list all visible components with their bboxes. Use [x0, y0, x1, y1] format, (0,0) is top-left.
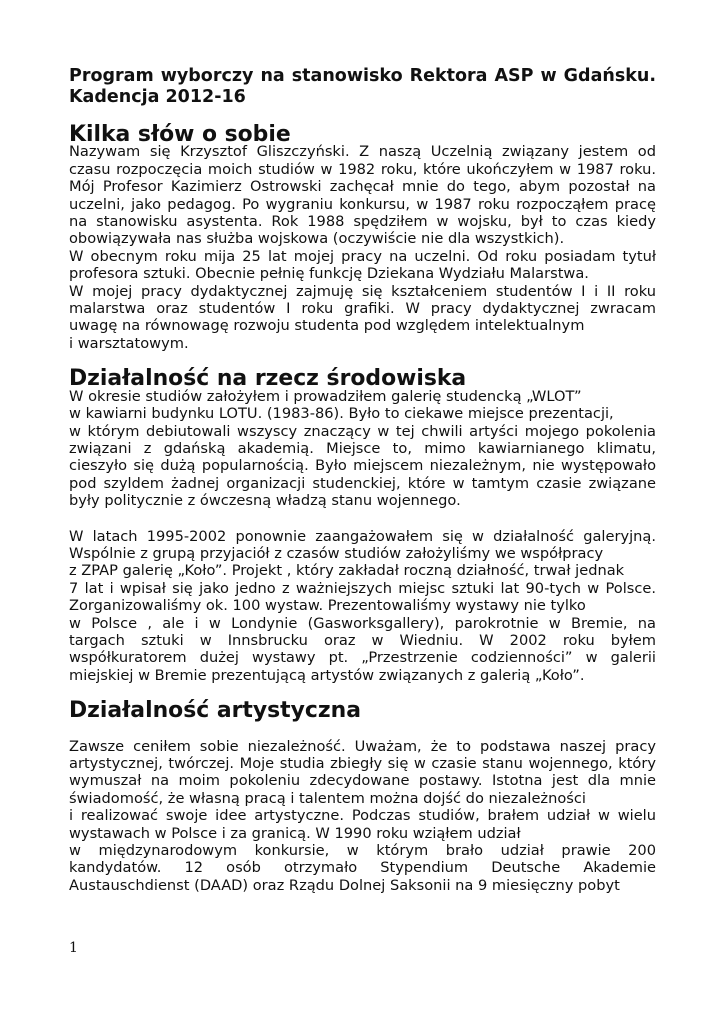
text-line: malarstwa oraz studentów I roku grafiki. W pracy dydaktycznej zwracam	[69, 300, 656, 318]
text-line: wymuszał na moim pokoleniu zdecydowane postawy. Istotna jest dla mnie	[69, 772, 656, 790]
text-line: W okresie studiów założyłem i prowadziłem galerię studencką „WLOT”	[69, 387, 582, 405]
paragraph	[69, 528, 656, 685]
page-number: 1	[69, 940, 78, 956]
text-line: z ZPAP galerię „Koło”. Projekt , który zakładał roczną działność, trwał jednak	[69, 562, 625, 580]
text-line: Nazywam się Krzysztof Gliszczyński. Z naszą Uczelnią związany jestem od	[69, 143, 656, 161]
text-line: i warsztatowym.	[69, 334, 189, 352]
text-line: uczelni, jako pedagog. Po wygraniu konkursu, w 1987 roku rozpocząłem pracę	[69, 195, 656, 213]
paragraph	[69, 388, 656, 510]
text-line: W obecnym roku mija 25 lat mojej pracy na uczelni. Od roku posiadam tytuł	[69, 247, 656, 265]
text-line: Mój Profesor Kazimierz Ostrowski zachęcał mnie do tego, abym pozostał na	[69, 178, 656, 196]
text-line: kandydatów. 12 osób otrzymało Stypendium Deutsche Akademie	[69, 859, 656, 877]
text-line: artystycznej, twórczej. Moje studia zbiegły się w czasie stanu wojennego, który	[69, 755, 656, 772]
text-line: Zawsze ceniłem sobie niezależność. Uważam, że to podstawa naszej pracy	[69, 737, 656, 755]
title-line: Program wyborczy na stanowisko Rektora ASP w Gdańsku.	[69, 66, 656, 86]
document-title	[69, 66, 656, 108]
text-line: związani z gdańską akademią. Miejsce to, mimo kawiarnianego klimatu,	[69, 439, 656, 457]
text-line: były politycznie z ówczesną władzą stanu wojennego.	[69, 492, 461, 510]
text-line: Wspólnie z grupą przyjaciół z czasów studiów założyliśmy we współpracy	[69, 544, 604, 562]
text-line: w którym debiutowali wszyscy znaczący w tej chwili artyści mojego pokolenia	[69, 422, 656, 440]
text-line: miejskiej w Bremie prezentującą artystów związanych z galerią „Koło”.	[69, 666, 585, 684]
text-line: profesora sztuki. Obecnie pełnię funkcję Dziekana Wydziału Malarstwa.	[69, 265, 589, 283]
section-heading: Kilka słów o sobie	[69, 122, 291, 147]
text-line: Zorganizowaliśmy ok. 100 wystaw. Prezentowaliśmy wystawy nie tylko	[69, 597, 586, 615]
document-page	[69, 66, 656, 894]
text-line: W latach 1995-2002 ponownie zaangażowałem się w działalność galeryjną.	[69, 527, 656, 545]
text-line: uwagę na równowagę rozwoju studenta pod względem intelektualnym	[69, 317, 585, 335]
text-line: w Polsce , ale i w Londynie (Gasworksgallery), parokrotnie w Bremie, na	[69, 614, 656, 632]
text-line: Austauschdienst (DAAD) oraz Rządu Dolnej Saksonii na 9 miesięczny pobyt	[69, 876, 620, 894]
text-line: w międzynarodowym konkursie, w którym brało udział prawie 200	[69, 842, 656, 860]
paragraph	[69, 738, 656, 895]
text-line: targach sztuki w Innsbrucku oraz w Wiedniu. W 2002 roku byłem	[69, 631, 656, 649]
section-heading: Działalność na rzecz środowiska	[69, 366, 467, 392]
text-line: 7 lat i wpisał się jako jedno z ważniejszych miejsc sztuki lat 90-tych w Polsce.	[69, 579, 656, 597]
text-line: pod szyldem żadnej organizacji studenckiej, które w tamtym czasie związane	[69, 474, 656, 492]
section-community-activity	[69, 366, 656, 684]
text-line: wystawach w Polsce i za granicą. W 1990 roku wziąłem udział	[69, 824, 521, 842]
text-line: czasu rozpoczęcia moich studiów w 1982 roku, które ukończyłem w 1987 roku.	[69, 160, 656, 178]
text-line: cieszyło się dużą popularnością. Było miejscem niezależnym, nie występowało	[69, 457, 656, 475]
title-line: Kadencja 2012-16	[69, 87, 246, 107]
text-line: świadomość, że własną pracą i talentem można dojść do niezależności	[69, 789, 586, 807]
text-line: obowiązywała nas służba wojskowa (oczywiście nie dla wszystkich).	[69, 230, 565, 248]
text-line: współkuratorem dużej wystawy pt. „Przestrzenie codzienności” w galerii	[69, 649, 656, 667]
text-line: W mojej pracy dydaktycznej zajmuję się kształceniem studentów I i II roku	[69, 282, 656, 300]
section-heading: Działalność artystyczna	[69, 698, 361, 724]
text-line: i realizować swoje idee artystyczne. Podczas studiów, brałem udział w wielu	[69, 807, 656, 825]
section-artistic-activity	[69, 698, 656, 894]
paragraph	[69, 143, 656, 352]
text-line: w kawiarni budynku LOTU. (1983-86). Było to ciekawe miejsce prezentacji,	[69, 405, 614, 423]
section-about	[69, 122, 656, 352]
text-line: na stanowisku asystenta. Rok 1988 spędziłem w wojsku, był to czas kiedy	[69, 213, 656, 231]
